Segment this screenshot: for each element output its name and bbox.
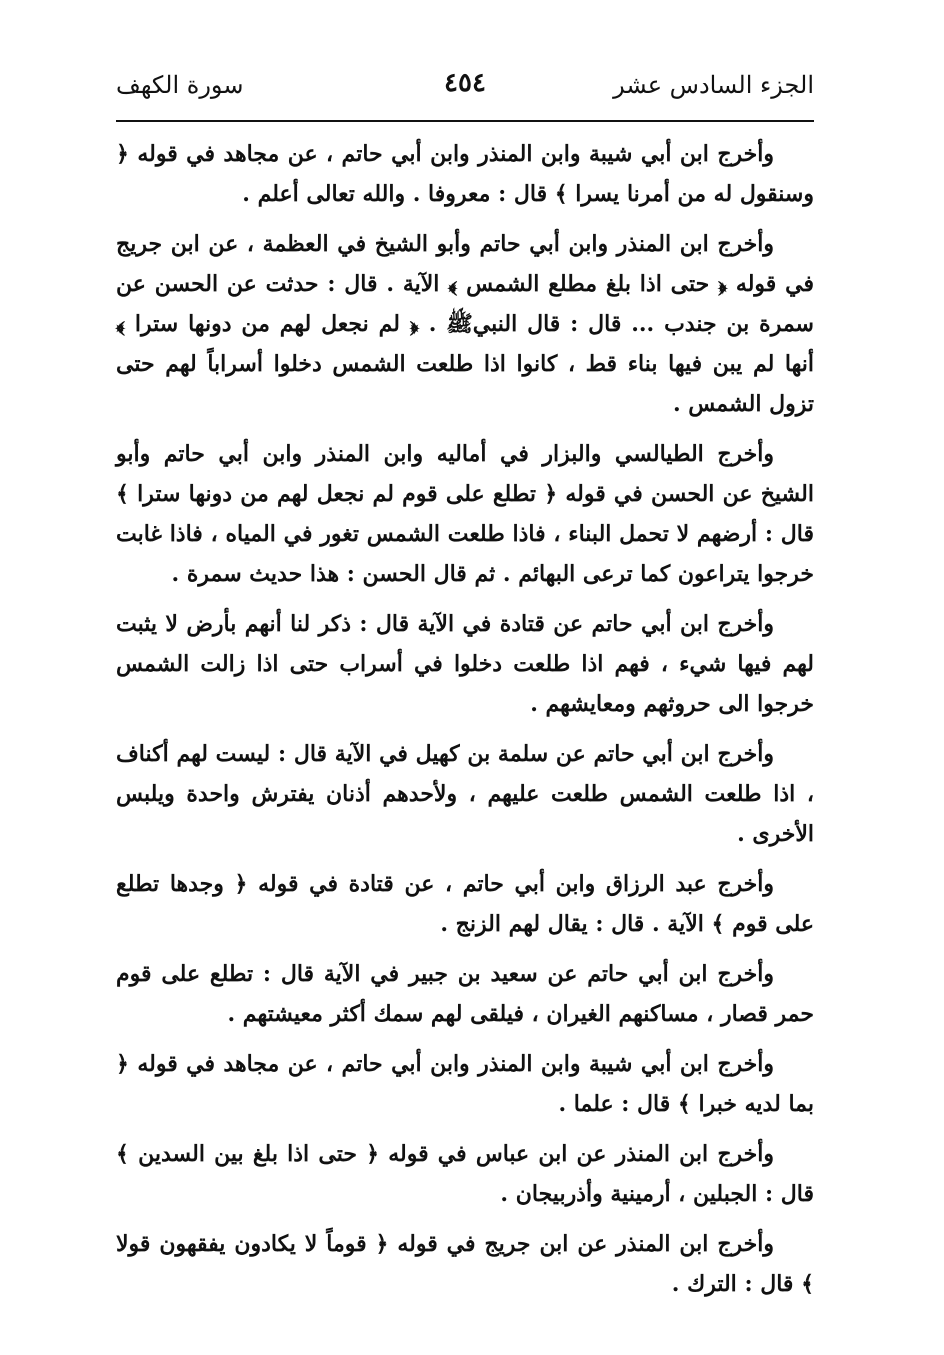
paragraph: وأخرج ابن أبي شيبة وابن المنذر وابن أبي حاتم ، عن مجاهد في قوله ﴿ وسنقول له من أمرنا يسرا ﴾ قال : معروفا . والله تعالى أعلم .: [116, 141, 814, 207]
paragraph: وأخرج عبد الرزاق وابن أبي حاتم ، عن قتادة في قوله ﴿ وجدها تطلع على قوم ﴾ الآية . قال : يقال لهم الزنج .: [116, 871, 814, 937]
paragraph: وأخرج ابن المنذر عن ابن عباس في قوله ﴿ حتى اذا بلغ بين السدين ﴾ قال : الجبلين ، أرمينية وأذربيجان .: [116, 1141, 814, 1207]
surah-title: سورة الكهف: [116, 71, 244, 99]
part-title: الجزء السادس عشر: [613, 71, 814, 99]
header-divider: [116, 120, 814, 122]
page-body: [116, 134, 814, 1314]
paragraph: وأخرج ابن أبي حاتم عن سلمة بن كهيل في الآية قال : ليست لهم أكناف ، اذا طلعت الشمس طلعت عليهم ، ولأحدهم أذنان يفترش واحدة ويلبس الأخرى .: [116, 741, 814, 847]
page-number: ٤٥٤: [444, 68, 486, 98]
paragraph: وأخرج ابن أبي شيبة وابن المنذر وابن أبي حاتم ، عن مجاهد في قوله ﴿ بما لديه خبرا ﴾ قال : علما .: [116, 1051, 814, 1117]
paragraph: وأخرج ابن أبي حاتم عن قتادة في الآية قال : ذكر لنا أنهم بأرض لا يثبت لهم فيها شيء ، فهم اذا طلعت دخلوا في أسراب حتى اذا زالت الشمس خرجوا الى حروثهم ومعايشهم .: [116, 611, 814, 717]
paragraph: وأخرج ابن المنذر وابن أبي حاتم وأبو الشيخ في العظمة ، عن ابن جريج في قوله ﴿ حتى اذا بلغ مطلع الشمس ﴾ الآية . قال : حدثت عن الحسن عن سمرة بن جندب ... قال : قال النبيﷺ . ﴿ لم نجعل لهم من دونها سترا ﴾ أنها لم يبن فيها بناء قط ، كانوا اذا طلعت الشمس دخلوا أسراباً لهم حتى تزول الشمس .: [116, 231, 814, 417]
paragraph: وأخرج ابن أبي حاتم عن سعيد بن جبير في الآية قال : تطلع على قوم حمر قصار ، مساكنهم الغيران ، فيلقى لهم سمك أكثر معيشتهم .: [116, 961, 814, 1027]
page-header: [116, 62, 814, 106]
paragraph: وأخرج الطيالسي والبزار في أماليه وابن المنذر وابن أبي حاتم وأبو الشيخ عن الحسن في قوله ﴿ تطلع على قوم لم نجعل لهم من دونها سترا ﴾ قال : أرضهم لا تحمل البناء ، فاذا طلعت الشمس تغور في المياه ، فاذا غابت خرجوا يتراعون كما ترعى البهائم . ثم قال الحسن : هذا حديث سمرة .: [116, 441, 814, 587]
paragraph: وأخرج ابن المنذر عن ابن جريج في قوله ﴿ قوماً لا يكادون يفقهون قولا ﴾ قال : الترك .: [116, 1231, 814, 1297]
